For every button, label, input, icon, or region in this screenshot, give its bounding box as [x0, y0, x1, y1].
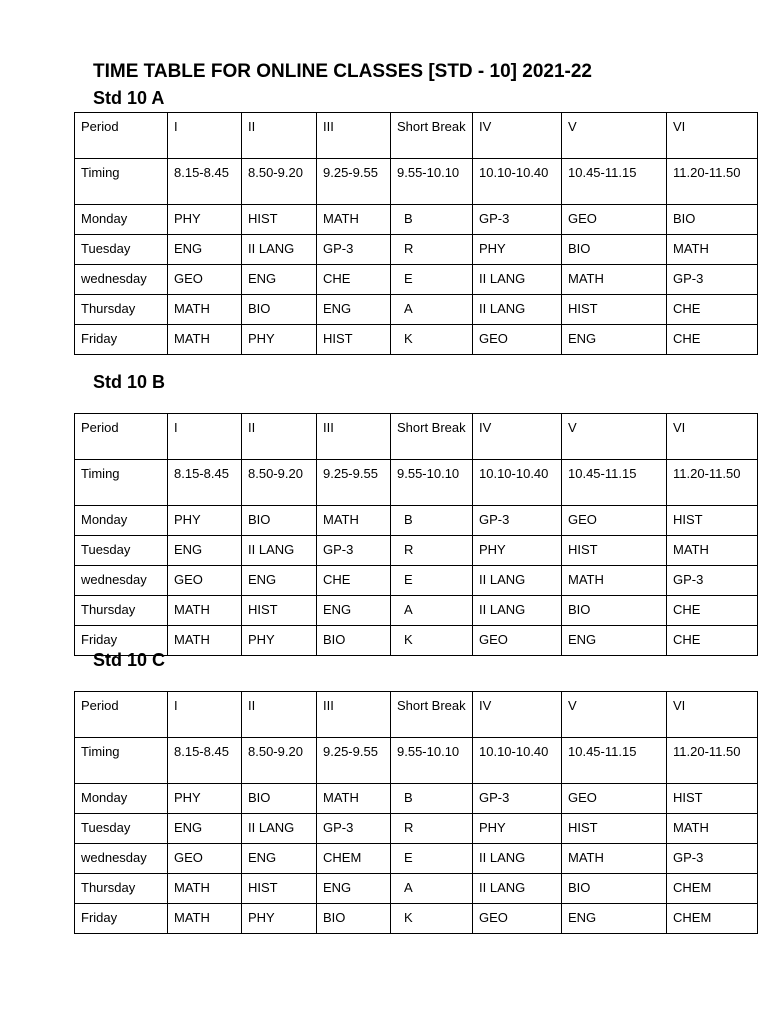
- row-label-cell: Timing: [75, 159, 168, 205]
- table-cell: GP-3: [667, 844, 758, 874]
- table-cell: IV: [473, 692, 562, 738]
- table-cell: HIST: [242, 205, 317, 235]
- table-cell: 10.10-10.40: [473, 159, 562, 205]
- table-cell: HIST: [317, 325, 391, 355]
- table-cell: 10.10-10.40: [473, 738, 562, 784]
- table-cell: PHY: [242, 325, 317, 355]
- table-cell: V: [562, 692, 667, 738]
- table-cell: II: [242, 414, 317, 460]
- table-cell: BIO: [242, 506, 317, 536]
- table-cell: ENG: [317, 596, 391, 626]
- table-cell: B: [391, 784, 473, 814]
- row-label-cell: wednesday: [75, 566, 168, 596]
- table-cell: II LANG: [242, 814, 317, 844]
- table-cell: GEO: [562, 784, 667, 814]
- table-cell: PHY: [242, 904, 317, 934]
- table-cell: ENG: [562, 904, 667, 934]
- table-cell: II LANG: [473, 596, 562, 626]
- table-cell: IV: [473, 414, 562, 460]
- table-cell: 10.45-11.15: [562, 738, 667, 784]
- table-cell: GEO: [168, 566, 242, 596]
- table-cell: II LANG: [473, 566, 562, 596]
- table-cell: MATH: [562, 566, 667, 596]
- table-cell: ENG: [317, 295, 391, 325]
- header-row: [75, 113, 758, 159]
- table-cell: 10.10-10.40: [473, 460, 562, 506]
- table-row: [75, 626, 758, 656]
- timetable-std-10-c: [74, 691, 758, 934]
- table-cell: GP-3: [317, 235, 391, 265]
- table-cell: E: [391, 265, 473, 295]
- table-cell: HIST: [562, 536, 667, 566]
- table-cell: B: [391, 506, 473, 536]
- table-cell: CHEM: [317, 844, 391, 874]
- row-label-cell: Tuesday: [75, 814, 168, 844]
- table-cell: 11.20-11.50: [667, 460, 758, 506]
- table-cell: BIO: [667, 205, 758, 235]
- table-cell: ENG: [168, 814, 242, 844]
- table-cell: 10.45-11.15: [562, 159, 667, 205]
- table-cell: 8.15-8.45: [168, 738, 242, 784]
- table-cell: MATH: [317, 784, 391, 814]
- table-cell: II LANG: [473, 265, 562, 295]
- header-row: [75, 414, 758, 460]
- table-cell: III: [317, 113, 391, 159]
- table-cell: GP-3: [317, 814, 391, 844]
- table-cell: VI: [667, 414, 758, 460]
- table-cell: VI: [667, 113, 758, 159]
- table-cell: ENG: [168, 235, 242, 265]
- table-row: [75, 506, 758, 536]
- table-cell: R: [391, 536, 473, 566]
- row-label-cell: Friday: [75, 626, 168, 656]
- table-cell: GP-3: [473, 205, 562, 235]
- table-cell: A: [391, 295, 473, 325]
- table-cell: GP-3: [317, 536, 391, 566]
- table-cell: V: [562, 113, 667, 159]
- table-cell: BIO: [317, 626, 391, 656]
- table-cell: K: [391, 626, 473, 656]
- table-row: [75, 784, 758, 814]
- row-label-cell: wednesday: [75, 265, 168, 295]
- table-row: [75, 295, 758, 325]
- timetable-std-10-a: [74, 112, 758, 355]
- table-cell: 8.50-9.20: [242, 460, 317, 506]
- table-cell: E: [391, 566, 473, 596]
- table-cell: BIO: [562, 596, 667, 626]
- section-title-std-10-b: Std 10 B: [93, 372, 166, 392]
- timetable-std-10-b: [74, 413, 758, 656]
- table-cell: Short Break: [391, 113, 473, 159]
- table-cell: MATH: [168, 904, 242, 934]
- table-cell: MATH: [667, 536, 758, 566]
- table-cell: HIST: [667, 506, 758, 536]
- row-label-cell: Period: [75, 113, 168, 159]
- table-cell: PHY: [473, 235, 562, 265]
- section-title-std-10-c: Std 10 C: [93, 650, 166, 670]
- table-cell: GEO: [473, 626, 562, 656]
- row-label-cell: wednesday: [75, 844, 168, 874]
- table-cell: BIO: [317, 904, 391, 934]
- table-cell: II LANG: [473, 295, 562, 325]
- table-row: [75, 265, 758, 295]
- table-cell: 9.55-10.10: [391, 159, 473, 205]
- table-cell: 9.25-9.55: [317, 738, 391, 784]
- header-row: [75, 692, 758, 738]
- timing-row: [75, 460, 758, 506]
- table-cell: II LANG: [242, 536, 317, 566]
- table-cell: 9.55-10.10: [391, 460, 473, 506]
- table-cell: 11.20-11.50: [667, 738, 758, 784]
- table-cell: K: [391, 325, 473, 355]
- table-cell: 9.55-10.10: [391, 738, 473, 784]
- table-cell: GP-3: [667, 566, 758, 596]
- table-cell: ENG: [562, 325, 667, 355]
- table-cell: CHE: [317, 265, 391, 295]
- table-cell: B: [391, 205, 473, 235]
- table-row: [75, 536, 758, 566]
- table-cell: GEO: [473, 904, 562, 934]
- table-cell: CHE: [667, 325, 758, 355]
- table-cell: MATH: [562, 844, 667, 874]
- table-cell: CHEM: [667, 874, 758, 904]
- table-cell: HIST: [562, 814, 667, 844]
- section-title-std-10-a: Std 10 A: [93, 88, 165, 108]
- table-cell: E: [391, 844, 473, 874]
- row-label-cell: Period: [75, 414, 168, 460]
- table-cell: A: [391, 596, 473, 626]
- row-label-cell: Period: [75, 692, 168, 738]
- table-cell: BIO: [242, 784, 317, 814]
- row-label-cell: Friday: [75, 904, 168, 934]
- table-cell: ENG: [562, 626, 667, 656]
- table-cell: HIST: [667, 784, 758, 814]
- table-cell: HIST: [562, 295, 667, 325]
- table-cell: Short Break: [391, 692, 473, 738]
- timing-row: [75, 738, 758, 784]
- table-cell: 11.20-11.50: [667, 159, 758, 205]
- table-cell: BIO: [562, 874, 667, 904]
- table-cell: VI: [667, 692, 758, 738]
- table-cell: BIO: [242, 295, 317, 325]
- table-cell: PHY: [242, 626, 317, 656]
- table-cell: GP-3: [667, 265, 758, 295]
- table-cell: 8.50-9.20: [242, 159, 317, 205]
- table-cell: 8.15-8.45: [168, 460, 242, 506]
- table-row: [75, 325, 758, 355]
- table-cell: MATH: [317, 205, 391, 235]
- table-cell: 9.25-9.55: [317, 159, 391, 205]
- table-cell: ENG: [242, 566, 317, 596]
- table-cell: CHE: [317, 566, 391, 596]
- table-cell: III: [317, 414, 391, 460]
- table-row: [75, 205, 758, 235]
- row-label-cell: Thursday: [75, 596, 168, 626]
- page-title: TIME TABLE FOR ONLINE CLASSES [STD - 10] 2021-22: [93, 61, 593, 82]
- table-cell: ENG: [168, 536, 242, 566]
- row-label-cell: Thursday: [75, 874, 168, 904]
- table-row: [75, 596, 758, 626]
- table-cell: II: [242, 113, 317, 159]
- table-cell: II LANG: [473, 874, 562, 904]
- table-cell: R: [391, 235, 473, 265]
- table-cell: MATH: [562, 265, 667, 295]
- table-cell: K: [391, 904, 473, 934]
- table-cell: ENG: [317, 874, 391, 904]
- table-cell: R: [391, 814, 473, 844]
- table-row: [75, 874, 758, 904]
- table-cell: GP-3: [473, 784, 562, 814]
- table-cell: GEO: [168, 265, 242, 295]
- table-cell: III: [317, 692, 391, 738]
- table-cell: GEO: [562, 205, 667, 235]
- table-cell: PHY: [168, 784, 242, 814]
- table-cell: I: [168, 414, 242, 460]
- table-row: [75, 566, 758, 596]
- table-cell: 8.15-8.45: [168, 159, 242, 205]
- table-cell: A: [391, 874, 473, 904]
- row-label-cell: Friday: [75, 325, 168, 355]
- table-cell: PHY: [168, 506, 242, 536]
- table-cell: CHEM: [667, 904, 758, 934]
- table-cell: MATH: [168, 295, 242, 325]
- table-cell: BIO: [562, 235, 667, 265]
- table-cell: CHE: [667, 626, 758, 656]
- table-row: [75, 904, 758, 934]
- row-label-cell: Thursday: [75, 295, 168, 325]
- table-cell: II LANG: [473, 844, 562, 874]
- table-cell: MATH: [667, 814, 758, 844]
- table-cell: Short Break: [391, 414, 473, 460]
- table-cell: GEO: [473, 325, 562, 355]
- table-cell: CHE: [667, 596, 758, 626]
- table-cell: ENG: [242, 265, 317, 295]
- table-row: [75, 814, 758, 844]
- table-cell: PHY: [168, 205, 242, 235]
- table-cell: I: [168, 113, 242, 159]
- table-cell: IV: [473, 113, 562, 159]
- row-label-cell: Monday: [75, 506, 168, 536]
- table-cell: ENG: [242, 844, 317, 874]
- table-cell: HIST: [242, 596, 317, 626]
- table-cell: HIST: [242, 874, 317, 904]
- timing-row: [75, 159, 758, 205]
- table-cell: 9.25-9.55: [317, 460, 391, 506]
- row-label-cell: Timing: [75, 460, 168, 506]
- table-cell: I: [168, 692, 242, 738]
- table-cell: PHY: [473, 814, 562, 844]
- table-cell: 10.45-11.15: [562, 460, 667, 506]
- table-cell: GEO: [168, 844, 242, 874]
- row-label-cell: Monday: [75, 784, 168, 814]
- table-cell: PHY: [473, 536, 562, 566]
- table-cell: MATH: [168, 874, 242, 904]
- table-cell: II: [242, 692, 317, 738]
- row-label-cell: Monday: [75, 205, 168, 235]
- table-cell: GP-3: [473, 506, 562, 536]
- table-cell: 8.50-9.20: [242, 738, 317, 784]
- table-cell: CHE: [667, 295, 758, 325]
- table-cell: V: [562, 414, 667, 460]
- table-cell: GEO: [562, 506, 667, 536]
- table-cell: MATH: [168, 325, 242, 355]
- row-label-cell: Timing: [75, 738, 168, 784]
- table-row: [75, 235, 758, 265]
- table-cell: MATH: [317, 506, 391, 536]
- table-cell: MATH: [168, 596, 242, 626]
- row-label-cell: Tuesday: [75, 536, 168, 566]
- table-cell: MATH: [168, 626, 242, 656]
- table-cell: II LANG: [242, 235, 317, 265]
- table-row: [75, 844, 758, 874]
- row-label-cell: Tuesday: [75, 235, 168, 265]
- table-cell: MATH: [667, 235, 758, 265]
